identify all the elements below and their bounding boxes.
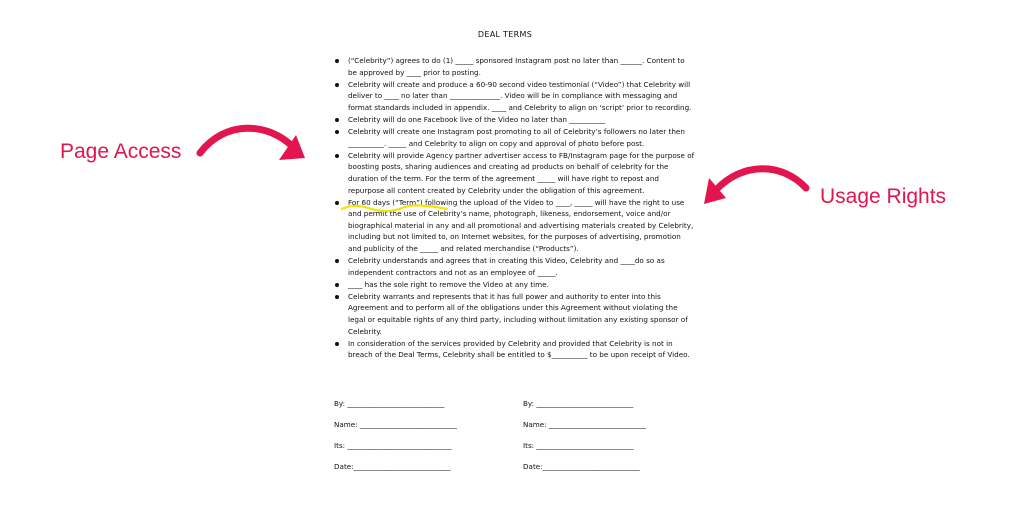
term-item: In consideration of the services provided by Celebrity and provided that Celebrity is not in breach of the Deal Terms, Celebrity shall be entitled to $__________ to be upon receipt of Video.	[330, 338, 695, 361]
signature-right-name: Name: ___________________________	[523, 420, 646, 429]
term-item: For 60 days (“Term”) following the upload of the Video to ____, _____ will have the right to use and permit the use of Celebrity’s name, photograph, likeness, endorsement, voice and/or biographical material in any and all promotional and advertising materials created by Celebrity, including but not limited to, on Internet websites, for the purposes of advertising, promotion and publicity of the _____ and related merchandise (“Products”).	[330, 197, 695, 255]
term-item: Celebrity will provide Agency partner advertiser access to FB/Instagram page for the purpose of boosting posts, sharing audiences and creating ad products on behalf of celebrity for the duration of the term. For the term of the agreement _____ will have right to repost and repurpose all content created by Celebrity under the obligation of this agreement.	[330, 150, 695, 196]
term-item: Celebrity will do one Facebook live of the Video no later than __________	[330, 114, 695, 126]
document-title: DEAL TERMS	[477, 30, 533, 39]
usage-rights-arrow-icon	[704, 169, 806, 204]
page-access-arrow-icon	[200, 128, 305, 160]
signature-right-its: Its: ___________________________	[523, 441, 634, 450]
term-item: Celebrity warrants and represents that it has full power and authority to enter into this Agreement and to perform all of the obligations under this Agreement without violating the legal or equitable rights of any third party, including without limitation any existing sponsor of Celebrity.	[330, 291, 695, 337]
term-item: Celebrity will create one Instagram post promoting to all of Celebrity’s followers no later then __________. _____ and Celebrity to align on copy and approval of photo before post.	[330, 126, 695, 149]
signature-left-its: Its: _____________________________	[334, 441, 452, 450]
usage-rights-callout: Usage Rights	[820, 185, 947, 208]
term-item: Celebrity will create and produce a 60-90 second video testimonial (“Video”) that Celebrity will deliver to ____ no later than ______________. Video will be in compliance with messaging and format standards included in appendix. ____ and Celebrity to align on ‘script’ prior to recording.	[330, 79, 695, 114]
term-item: ____ has the sole right to remove the Video at any time.	[330, 279, 695, 291]
signature-left-name: Name: ___________________________	[334, 420, 457, 429]
signature-right-by: By: ___________________________	[523, 399, 634, 408]
term-item: (“Celebrity”) agrees to do (1) _____ sponsored Instagram post no later than ______. Content to be approved by ____ prior to posting.	[330, 55, 695, 78]
page-access-callout: Page Access	[60, 140, 182, 163]
highlight-squiggle	[342, 205, 447, 211]
signature-left-by: By: ___________________________	[334, 399, 445, 408]
term-item: Celebrity understands and agrees that in creating this Video, Celebrity and ____do so as independent contractors and not as an employee of _____.	[330, 255, 695, 278]
signature-left-date: Date:___________________________	[334, 462, 451, 471]
signature-right-date: Date:___________________________	[523, 462, 640, 471]
